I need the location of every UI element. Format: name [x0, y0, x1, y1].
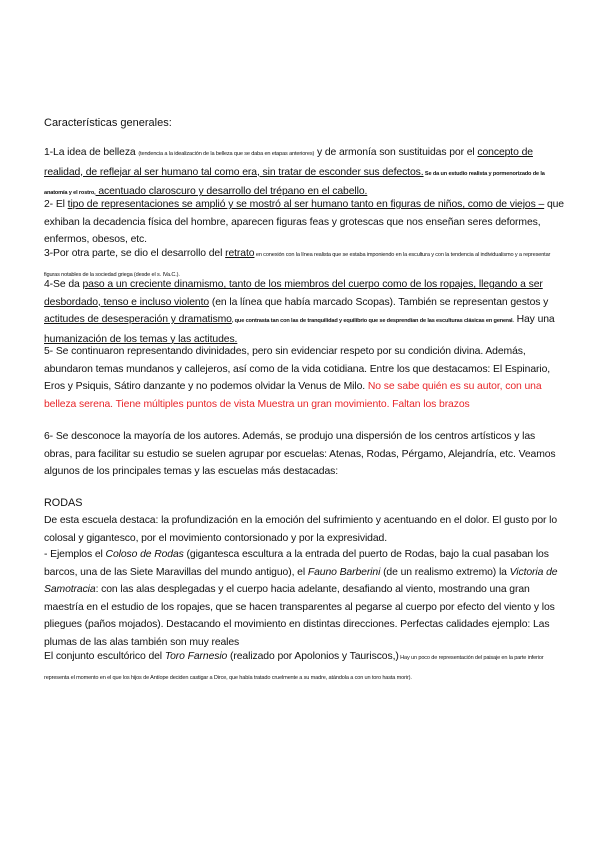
- p4-underlined: paso a un creciente dinamismo, tanto de los miembros del cuerpo como de los ropajes, llegando a ser desbordado, tenso e incluso violento: [44, 279, 543, 308]
- toro-work: Toro Farnesio: [164, 651, 228, 662]
- p4-underlined-2: actitudes de desesperación y dramatismo: [44, 314, 232, 326]
- toro-paragraph: [44, 648, 564, 687]
- paragraph-4: [44, 276, 564, 348]
- p4-text-2: (en la línea que había marcado Scopas). También se representan gestos y: [209, 296, 549, 308]
- p3-note: en conexión con la línea realista que se estaba imponiendo en la escultura y con la tendencia al individualismo y a representar figuras notables de la sociedad griega (desde el s. IVa.C.).: [44, 252, 551, 278]
- p3-underlined: retrato: [225, 248, 255, 259]
- ex-work-1: Coloso de Rodas: [105, 549, 184, 560]
- p1-note: (tendencia a la idealización de la belleza que se daba en etapas anteriores): [138, 151, 315, 157]
- ex-text-2: (gigantesca escultura a la entrada del puerto de Rodas, bajo la cual pasaban los barcos, una de las Siete Maravillas del mundo antiguo), el: [44, 549, 549, 578]
- p2-text-2: que exhiban la decadencia física del hombre, aparecen figuras feas y grotescas que nos enseñan seres deformes, enfermos, obesos, etc.: [44, 199, 564, 246]
- p1-note-bold: Se da un estudio realista y pormenorizado de la anatomía y el rostro,: [44, 170, 545, 197]
- p4-text: 4-Se da: [44, 279, 83, 290]
- paragraph-5: [44, 343, 564, 413]
- ex-work-2: Fauno Barberini: [307, 566, 381, 578]
- p1-underlined-2: acentuado claroscuro y desarrollo del trépano en el cabello.: [95, 186, 368, 198]
- p4-text-3: Hay una: [513, 314, 555, 326]
- p3-text: 3-Por otra parte, se dio el desarrollo del: [44, 248, 226, 259]
- paragraph-2: [44, 196, 564, 249]
- rodas-title: RODAS: [44, 497, 83, 509]
- p4-note-bold: , que contrasta tan con las de tranquilidad y equilibrio que se desprendían de las esculturas clásicas en general.: [231, 318, 514, 325]
- rodas-examples: [44, 546, 564, 652]
- p1-underlined: concepto de realidad, de reflejar al ser humano tal como era, sin tratar de esconder sus defectos.: [44, 147, 533, 178]
- rodas-intro: De esta escuela destaca: la profundización en la emoción del sufrimiento y acentuando en el dolor. El gusto por lo colosal y gigantesco, por el movimiento contorsionado y por la expresividad.: [44, 515, 558, 544]
- paragraph-6: 6- Se desconoce la mayoría de los autores. Además, se produjo una dispersión de los centros artísticos y las obras, para facilitar su estudio se suelen agrupar por escuelas: Atenas, Rodas, Pérgamo, Alejandría, etc. Veamos algunos de los principales temas y las escuelas más destacadas:: [44, 431, 556, 478]
- ex-text-3: (de un realismo extremo) la: [380, 566, 510, 578]
- section-heading: Características generales:: [44, 117, 172, 129]
- ex-work-3: Victoria de Samotracia: [44, 566, 558, 596]
- p2-text: 2- El: [44, 199, 68, 210]
- p5-text: 5- Se continuaron representando divinidades, pero sin evidenciar respeto por su condición divina. Además, abundaron temas mundanos y callejeros, así como de la vida cotidiana. Entre los que destacamos: El Espinario, Eros y Psiquis, Sátiro danzante y no podemos olvidar la Venus de Milo.: [44, 346, 551, 393]
- p4-underlined-3: humanización de los temas y las actitudes.: [44, 333, 238, 345]
- p2-underlined: tipo de representaciones se amplió y se mostró al ser humano tanto en figuras de niños, como de viejos –: [67, 199, 545, 210]
- paragraph-1: [44, 144, 564, 203]
- toro-note: Hay un poco de representación del paisaje en la parte inferior representa el momento en el que los hijos de Antíope deciden castigar a Dirce, que había tratado cruelmente a su madre, atándola a con un toro hasta morir).: [44, 655, 544, 681]
- ex-text-4: : con las alas desplegadas y el cuerpo hacia adelante, desafiando al viento, mostrando una gran maestría en el estudio de los ropajes, que se hacen transparentes al pegarse al cuerpo por efecto del viento y los pliegues (paños mojados). Destacando el movimiento en distintas direcciones. Perfectas calidades ejemplo: Las plumas de las alas también son muy reales: [44, 584, 555, 648]
- ex-text: - Ejemplos el: [44, 549, 106, 560]
- p1-text: 1-La idea de belleza: [44, 147, 139, 158]
- p1-text-2: y de armonía son sustituidas por el: [314, 147, 478, 158]
- toro-text-2: (realizado por Apolonios y Tauriscos,): [227, 651, 399, 662]
- p5-red-text: No se sabe quién es su autor, con una belleza serena. Tiene múltiples puntos de vista Muestra un gran movimiento. Faltan los brazos: [44, 381, 542, 410]
- toro-text: El conjunto escultórico del: [44, 651, 165, 662]
